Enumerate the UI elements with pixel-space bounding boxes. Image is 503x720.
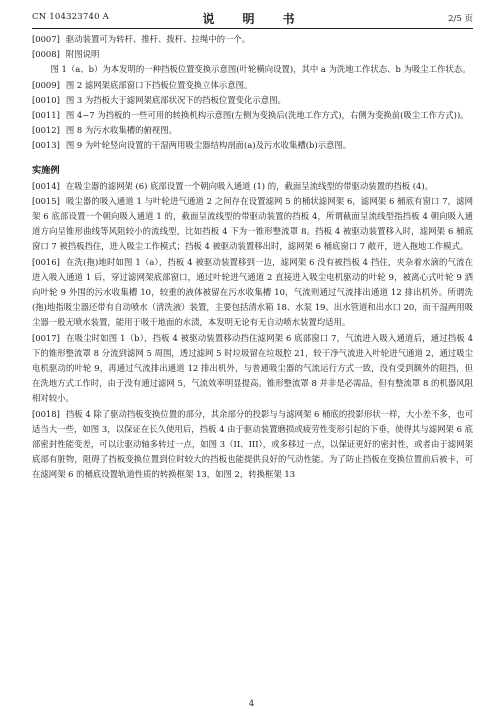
paragraph bbox=[32, 78, 473, 93]
paragraph bbox=[32, 194, 473, 255]
paragraph bbox=[32, 108, 473, 123]
paragraph-number: [0008] bbox=[32, 49, 60, 60]
paragraph bbox=[32, 32, 473, 47]
paragraph-number: [0018] bbox=[32, 408, 60, 419]
paragraph-number: [0013] bbox=[32, 140, 60, 151]
paragraph bbox=[32, 138, 473, 153]
paragraph bbox=[32, 407, 473, 483]
paragraph-text: 在吸尘器的滤网架 (6) 底部设置一个朝向吸入通道 (1) 的，截面呈流线型的带驱动装置的挡板 (4)。 bbox=[65, 180, 434, 191]
paragraph-number: [0010] bbox=[32, 94, 60, 105]
paragraph-text: 图 8 为污水收集槽的俯视图。 bbox=[65, 125, 178, 136]
paragraph-number: [0017] bbox=[32, 332, 60, 343]
paragraph-text: 图 9 为叶轮竖向设置的干湿两用吸尘器结构剖面(a)及污水收集槽(b)示意图。 bbox=[65, 140, 352, 151]
paragraph-number: [0016] bbox=[32, 256, 60, 267]
paragraph bbox=[32, 93, 473, 108]
paragraph-number: [0011] bbox=[32, 110, 60, 121]
page-count: 2/5 页 bbox=[448, 14, 473, 24]
paragraph-text: 图 3 为挡板大于滤网架底部状况下的挡板位置变化示意图。 bbox=[65, 94, 286, 105]
paragraph-number: [0009] bbox=[32, 79, 60, 90]
paragraph-number: [0012] bbox=[32, 125, 60, 136]
document-number: CN 104323740 A bbox=[32, 12, 109, 22]
document-title: 说 明 书 bbox=[202, 12, 303, 26]
paragraph bbox=[32, 179, 473, 194]
paragraph-text: 在吸尘时如图 1（b），挡板 4 被驱动装置移动挡住滤网架 6 底部窗口 7，气流进入吸入通道后，通过挡板 4 下的锥形整流罩 8 分流到滤网 5 周围，透过滤网 5 时垃圾留在垃圾腔 21，较干净气流进入叶轮进气通道 2，通过吸尘电机驱动的叶轮 9，再通过气流排出通道 12 排出机外，与普通吸尘器的气流运行方式一致，没有受到额外的阻挡，但在洗地方式工作时，由于没有通过滤网 5，气流效率明显提高。锥形整流罩 8 并非是必需品，但有整流罩 8 的机器风阻相对较小。 bbox=[32, 332, 473, 404]
paragraph-text: 吸尘器的吸入通道 1 与叶轮进气通道 2 之间存在设置滤网 5 的桶状滤网架 6，滤网架 6 桶底有窗口 7，滤网架 6 底部设置一个朝向吸入通道 1 的，截面呈流线型的带驱动装置的挡板 4，所谓截面呈流线型指挡板 4 朝向吸入通道方向呈锥形曲线等风阻较小的流线型，比如挡板 4 下为一锥形整流罩 8。挡板 4 被驱动装置移入时，滤网架 6 桶底窗口 7 被挡板挡住，进入吸尘工作模式；挡板 4 被驱动装置移出时，滤网架 6 桶底窗口 7 敞开，进入拖地工作模式。 bbox=[32, 195, 473, 252]
paragraph-number: [0014] bbox=[32, 180, 60, 191]
page-number: 4 bbox=[248, 699, 255, 709]
paragraph-text: 驱动装置可为转杆、推杆、拨杆、拉绳中的一个。 bbox=[65, 34, 251, 44]
paragraph-number: [0007] bbox=[32, 34, 60, 44]
section-heading: 实施例 bbox=[32, 164, 60, 176]
paragraph-text: 图 2 滤网架底部窗口下挡板位置变换立体示意图。 bbox=[65, 79, 253, 90]
paragraph bbox=[32, 47, 473, 62]
paragraph-text: 挡板 4 除了驱动挡板变换位置的部分，其余部分的投影与与滤网架 6 桶底的投影形状一样，大小差不多，也可适当大一些，如图 3，以保证在长久使用后，挡板 4 由于驱动装置磨损或疲劳性变形引起的下垂，使得其与滤网架 6 底部密封性能变差，可以让驱动轴多转过一点，如图 3（II、III），或多移过一点，以保证更好的密封性，或者由于滤网架底部有脏物，阻碍了挡板变换位置到位时较大的挡板也能提供良好的气动性能。为了防止挡板在变换位置前后被卡，可在滤网架 6 的桶底设置轨道性质的转换框架 13，如图 2，转换框架 13 bbox=[32, 408, 473, 480]
paragraph-text: 图 4~7 为挡板的一些可用的转换机构示意图(左侧为变换后(洗地工作方式)，右侧为变换前(吸尘工作方式))。 bbox=[65, 110, 469, 121]
page-header bbox=[32, 10, 473, 29]
paragraph-number: [0015] bbox=[32, 195, 60, 206]
paragraph bbox=[32, 331, 473, 407]
document-body bbox=[32, 32, 473, 483]
paragraph bbox=[32, 255, 473, 331]
figure-description: 图 1（a、b）为本发明的一种挡板位置变换示意图(叶轮横向设置)，其中 a 为洗地工作状态、b 为吸尘工作状态。 bbox=[50, 64, 471, 75]
paragraph-text: 附图说明 bbox=[65, 49, 100, 60]
paragraph-text: 在洗(拖)地时如图 1（a），挡板 4 被驱动装置移到一边，滤网架 6 没有被挡板 4 挡住，夹杂着水滴的气流在进入吸入通道 1 后，穿过滤网架底部窗口，通过叶轮进气通道 2 直接进入吸尘电机驱动的叶轮 9，被离心式叶轮 9 洒向叶轮 9 外围的污水收集槽 10，较重的液体被留在污水收集槽 10，气流则通过气流排出通道 12 排出机外。所谓洗(拖)地指吸尘器还带有自动喷水（清洗液）装置，主要包括清水箱 18、水泵 19、出水管道和出水口 20，而干湿两用吸尘器一般无喷水装置，能用于吸干地面的水渍，本发明无论有无自动喷水装置均适用。 bbox=[32, 256, 473, 328]
paragraph bbox=[32, 123, 473, 138]
